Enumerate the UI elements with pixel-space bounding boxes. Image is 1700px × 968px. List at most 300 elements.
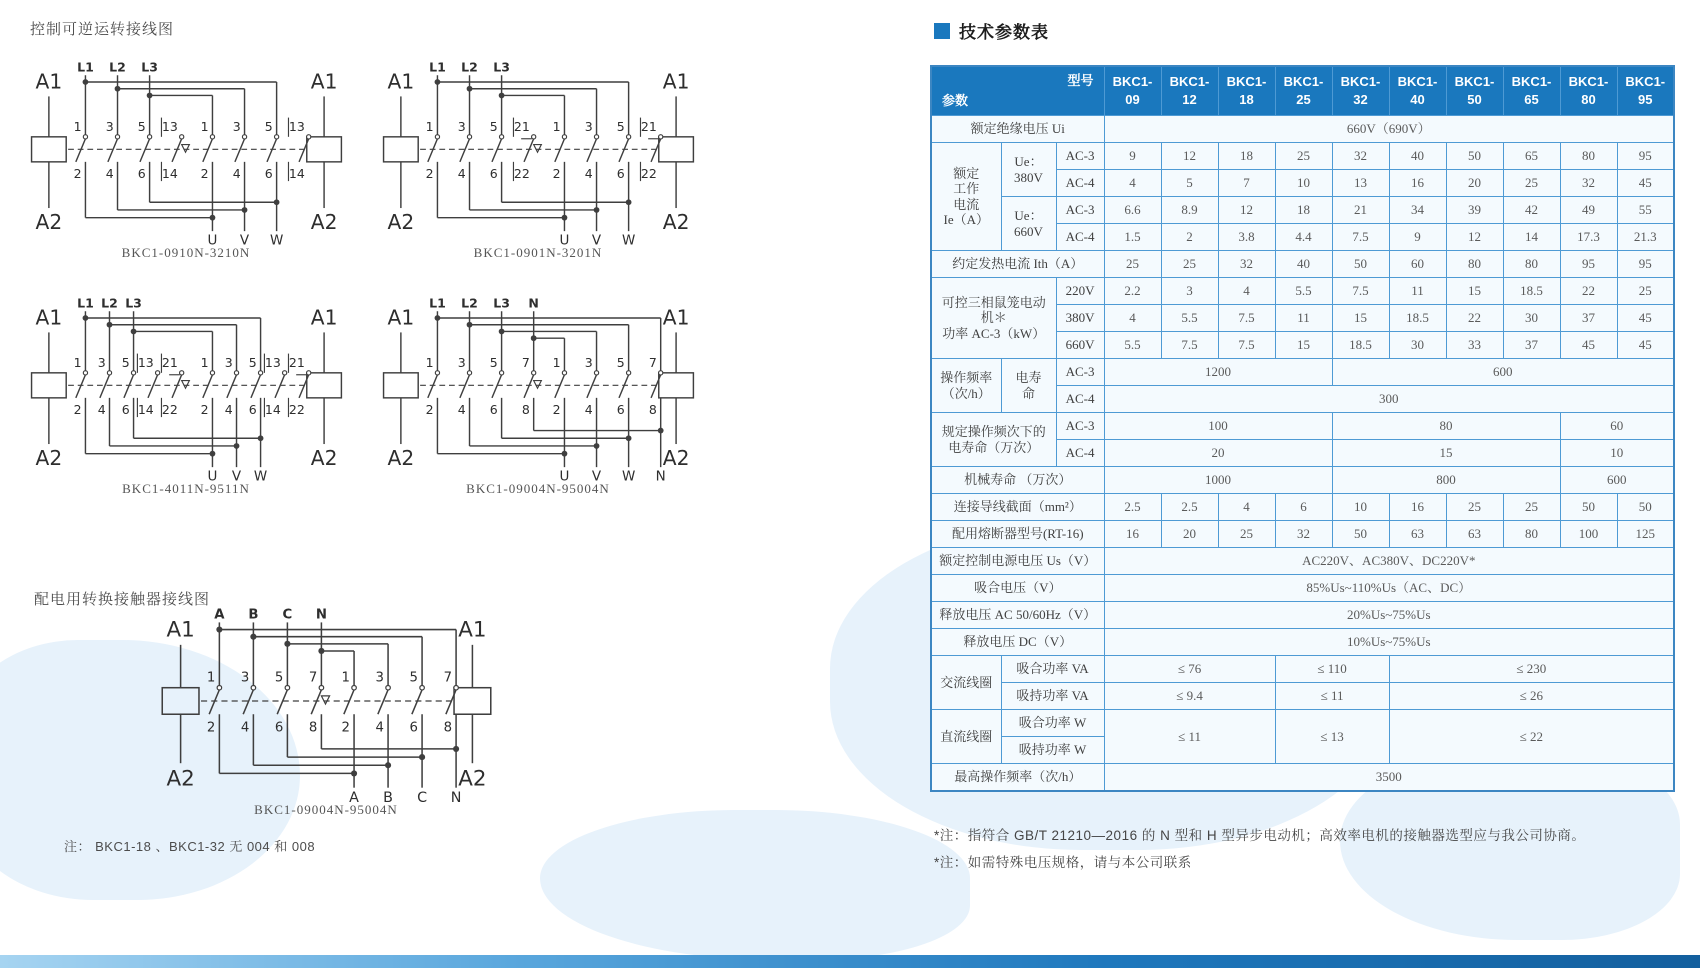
svg-text:2: 2 [73, 166, 82, 182]
svg-text:1: 1 [341, 670, 350, 686]
spec-label-cell: AC-4 [1056, 170, 1104, 197]
svg-text:A1: A1 [458, 617, 487, 643]
spec-value-cell: 45 [1617, 305, 1674, 332]
wiring-diagram-svg [20, 56, 352, 247]
spec-row [931, 575, 1674, 602]
spec-value-cell: 80 [1446, 251, 1503, 278]
svg-text:W: W [621, 468, 636, 483]
svg-text:1: 1 [200, 119, 209, 135]
svg-text:A: A [349, 789, 359, 805]
spec-label-cell: 660V [1056, 332, 1104, 359]
spec-value-cell: 125 [1617, 521, 1674, 548]
spec-value-cell: 5.5 [1275, 278, 1332, 305]
wiring-diagram-svg [150, 602, 502, 804]
svg-text:L1: L1 [77, 59, 94, 75]
svg-text:2: 2 [425, 402, 434, 418]
spec-value-cell: 33 [1446, 332, 1503, 359]
spec-value-cell: ≤ 9.4 [1104, 683, 1275, 710]
corner-cell [931, 66, 1104, 116]
wiring-diagram-svg [372, 56, 704, 247]
svg-text:13: 13 [137, 355, 154, 371]
model-header-cell: BKC1- 12 [1161, 66, 1218, 116]
spec-label-cell: AC-4 [1056, 386, 1104, 413]
spec-value-cell: ≤ 11 [1104, 710, 1275, 764]
spec-value-cell: 1200 [1104, 359, 1332, 386]
svg-text:L1: L1 [429, 59, 446, 75]
svg-text:21: 21 [513, 119, 530, 135]
spec-value-cell: 95 [1617, 251, 1674, 278]
wiring-diagram-3 [20, 292, 352, 497]
spec-value-cell: 4 [1104, 170, 1161, 197]
svg-text:6: 6 [409, 720, 418, 736]
svg-text:14: 14 [137, 402, 154, 418]
spec-value-cell: 25 [1161, 251, 1218, 278]
spec-value-cell: 18 [1275, 197, 1332, 224]
svg-text:A1: A1 [662, 305, 690, 330]
svg-text:W: W [269, 232, 284, 247]
spec-value-cell: 32 [1275, 521, 1332, 548]
svg-text:1: 1 [552, 355, 561, 371]
svg-text:5: 5 [616, 119, 625, 135]
spec-value-cell: ≤ 22 [1389, 710, 1674, 764]
spec-value-cell: 80 [1503, 251, 1560, 278]
svg-text:A2: A2 [458, 766, 487, 792]
spec-value-cell: 18 [1218, 143, 1275, 170]
svg-text:5: 5 [137, 119, 146, 135]
spec-value-cell: 17.3 [1560, 224, 1617, 251]
svg-text:8: 8 [648, 402, 657, 418]
svg-text:4: 4 [105, 166, 114, 182]
svg-text:5: 5 [274, 670, 284, 686]
svg-text:2: 2 [341, 720, 350, 736]
model-header-cell: BKC1- 18 [1218, 66, 1275, 116]
spec-value-cell: 4 [1104, 305, 1161, 332]
spec-value-cell: 16 [1104, 521, 1161, 548]
svg-text:2: 2 [200, 402, 209, 418]
spec-label-cell: Ue： 380V [1001, 143, 1056, 197]
spec-value-cell: 25 [1503, 170, 1560, 197]
svg-text:4: 4 [457, 166, 466, 182]
svg-text:L3: L3 [125, 295, 142, 311]
spec-value-cell: 50 [1332, 521, 1389, 548]
svg-text:A1: A1 [35, 69, 63, 94]
spec-panel [930, 18, 1680, 876]
svg-text:5: 5 [409, 670, 418, 686]
svg-text:6: 6 [137, 166, 146, 182]
spec-value-cell: 9 [1104, 143, 1161, 170]
corner-model-label: 型号 [1067, 73, 1094, 88]
spec-value-cell: 2.2 [1104, 278, 1161, 305]
svg-text:1: 1 [425, 119, 434, 135]
svg-text:6: 6 [248, 402, 257, 418]
svg-text:3: 3 [584, 119, 593, 135]
spec-row [931, 764, 1674, 792]
diagram-caption: BKC1-09004N-95004N [254, 802, 398, 818]
spec-value-cell: 34 [1389, 197, 1446, 224]
spec-value-cell: 50 [1560, 494, 1617, 521]
spec-value-cell: 7 [1218, 170, 1275, 197]
footnote-1: *注：指符合 GB/T 21210—2016 的 N 型和 H 型异步电动机；高效率电机的接触器选型应与我公司协商。 [934, 828, 1586, 843]
spec-value-cell: 7.5 [1332, 278, 1389, 305]
spec-value-cell: 32 [1218, 251, 1275, 278]
spec-value-cell: 20%Us~75%Us [1104, 602, 1674, 629]
svg-text:A1: A1 [310, 305, 338, 330]
svg-text:1: 1 [200, 355, 209, 371]
spec-value-cell: 12 [1218, 197, 1275, 224]
wiring-diagram-4 [372, 292, 704, 497]
spec-value-cell: 45 [1617, 170, 1674, 197]
spec-value-cell: 95 [1617, 143, 1674, 170]
spec-value-cell: 15 [1275, 332, 1332, 359]
svg-text:21: 21 [640, 119, 657, 135]
svg-text:8: 8 [308, 720, 318, 736]
spec-value-cell: 80 [1560, 143, 1617, 170]
svg-text:L1: L1 [429, 295, 446, 311]
svg-text:A1: A1 [662, 69, 690, 94]
spec-value-cell: 10 [1560, 440, 1674, 467]
spec-value-cell: 39 [1446, 197, 1503, 224]
spec-table-title-text: 技术参数表 [959, 23, 1049, 42]
spec-value-cell: 50 [1617, 494, 1674, 521]
section-title-reversing: 控制可逆运转接线图 [30, 21, 175, 38]
spec-value-cell: 40 [1275, 251, 1332, 278]
svg-text:N: N [450, 789, 462, 805]
svg-text:U: U [559, 468, 570, 483]
spec-value-cell: 2 [1161, 224, 1218, 251]
svg-text:8: 8 [521, 402, 530, 418]
spec-value-cell: 49 [1560, 197, 1617, 224]
model-header-cell: BKC1- 50 [1446, 66, 1503, 116]
svg-text:V: V [591, 232, 602, 247]
svg-text:L2: L2 [101, 295, 118, 311]
svg-text:14: 14 [161, 166, 178, 182]
spec-value-cell: 3 [1161, 278, 1218, 305]
diagram-caption: BKC1-0910N-3210N [121, 244, 251, 260]
spec-label-cell: 最高操作频率（次/h） [931, 764, 1104, 792]
spec-label-cell: 连接导线截面（mm²） [931, 494, 1104, 521]
svg-text:6: 6 [489, 402, 498, 418]
model-header-cell: BKC1- 95 [1617, 66, 1674, 116]
svg-text:2: 2 [425, 166, 434, 182]
model-header-cell: BKC1- 40 [1389, 66, 1446, 116]
svg-text:14: 14 [288, 166, 305, 182]
spec-value-cell: 18.5 [1389, 305, 1446, 332]
svg-text:22: 22 [513, 166, 530, 182]
svg-text:L3: L3 [493, 295, 510, 311]
spec-value-cell: 30 [1389, 332, 1446, 359]
spec-value-cell: 600 [1560, 467, 1674, 494]
spec-value-cell: 5 [1161, 170, 1218, 197]
spec-value-cell: 5.5 [1104, 332, 1161, 359]
svg-text:L2: L2 [109, 59, 126, 75]
spec-value-cell: 25 [1617, 278, 1674, 305]
svg-text:1: 1 [73, 355, 82, 371]
spec-value-cell: 4 [1218, 278, 1275, 305]
spec-value-cell: 9 [1389, 224, 1446, 251]
spec-value-cell: 42 [1503, 197, 1560, 224]
spec-value-cell: 15 [1332, 440, 1560, 467]
section-marker-icon [934, 23, 950, 39]
svg-text:6: 6 [121, 402, 130, 418]
spec-value-cell: ≤ 13 [1275, 710, 1389, 764]
spec-value-cell: 1000 [1104, 467, 1332, 494]
svg-text:4: 4 [457, 402, 466, 418]
svg-text:7: 7 [648, 355, 657, 371]
svg-text:22: 22 [288, 402, 305, 418]
model-header-cell: BKC1- 09 [1104, 66, 1161, 116]
spec-value-cell: 95 [1560, 251, 1617, 278]
spec-row [931, 494, 1674, 521]
spec-value-cell: ≤ 76 [1104, 656, 1275, 683]
svg-text:A2: A2 [662, 446, 690, 471]
svg-text:A2: A2 [35, 210, 63, 235]
svg-text:1: 1 [206, 670, 216, 686]
spec-label-cell: 额定控制电源电压 Us（V） [931, 548, 1104, 575]
svg-text:A1: A1 [387, 69, 415, 94]
spec-value-cell: 10%Us~75%Us [1104, 629, 1674, 656]
svg-text:A1: A1 [387, 305, 415, 330]
spec-label-cell: 直流线圈 [931, 710, 1001, 764]
svg-text:A1: A1 [166, 617, 195, 643]
spec-value-cell: ≤ 110 [1275, 656, 1389, 683]
spec-value-cell: 660V（690V） [1104, 116, 1674, 143]
spec-label-cell: 额定 工作 电流 Ie（A） [931, 143, 1001, 251]
spec-label-cell: 规定操作频次下的 电寿命（万次） [931, 413, 1056, 467]
svg-text:L2: L2 [461, 59, 478, 75]
spec-value-cell: 18.5 [1503, 278, 1560, 305]
spec-label-cell: 释放电压 DC（V） [931, 629, 1104, 656]
svg-text:3: 3 [584, 355, 593, 371]
svg-text:22: 22 [640, 166, 657, 182]
svg-text:21: 21 [288, 355, 305, 371]
model-header-cell: BKC1- 80 [1560, 66, 1617, 116]
spec-label-cell: 释放电压 AC 50/60Hz（V） [931, 602, 1104, 629]
corner-param-label: 参数 [942, 93, 969, 109]
spec-value-cell: 14 [1503, 224, 1560, 251]
spec-value-cell: 85%Us~110%Us（AC、DC） [1104, 575, 1674, 602]
spec-value-cell: 800 [1332, 467, 1560, 494]
svg-text:A2: A2 [387, 446, 415, 471]
spec-value-cell: 60 [1560, 413, 1674, 440]
svg-text:N: N [528, 295, 539, 311]
spec-value-cell: 10 [1332, 494, 1389, 521]
wiring-diagrams-panel [0, 0, 760, 968]
spec-row [931, 143, 1674, 170]
svg-text:7: 7 [521, 355, 530, 371]
spec-row [931, 521, 1674, 548]
spec-value-cell: 63 [1389, 521, 1446, 548]
spec-label-cell: AC-3 [1056, 143, 1104, 170]
wiring-diagram-svg [20, 292, 352, 483]
spec-value-cell: 65 [1503, 143, 1560, 170]
spec-value-cell: 1.5 [1104, 224, 1161, 251]
bottom-decoration-bar [0, 955, 1700, 968]
svg-text:2: 2 [552, 402, 561, 418]
spec-value-cell: 6.6 [1104, 197, 1161, 224]
spec-value-cell: 10 [1275, 170, 1332, 197]
svg-text:3: 3 [457, 119, 466, 135]
svg-text:1: 1 [425, 355, 434, 371]
spec-value-cell: 25 [1275, 143, 1332, 170]
spec-table [930, 65, 1675, 792]
svg-text:W: W [621, 232, 636, 247]
model-header-cell: BKC1- 65 [1503, 66, 1560, 116]
spec-value-cell: 25 [1446, 494, 1503, 521]
svg-text:14: 14 [264, 402, 281, 418]
svg-text:A2: A2 [166, 766, 195, 792]
svg-text:7: 7 [443, 670, 453, 686]
spec-row [931, 710, 1674, 737]
svg-text:V: V [239, 232, 250, 247]
svg-text:3: 3 [457, 355, 466, 371]
spec-label-cell: 可控三相鼠笼电动 机＊ 功率 AC-3（kW） [931, 278, 1056, 359]
spec-label-cell: 220V [1056, 278, 1104, 305]
svg-text:V: V [591, 468, 602, 483]
svg-text:4: 4 [375, 720, 384, 736]
svg-text:A: A [214, 607, 225, 623]
svg-text:4: 4 [584, 402, 593, 418]
svg-text:3: 3 [105, 119, 114, 135]
spec-label-cell: 交流线圈 [931, 656, 1001, 710]
svg-text:1: 1 [73, 119, 82, 135]
spec-label-cell: 约定发热电流 Ith（A） [931, 251, 1104, 278]
svg-text:W: W [253, 468, 268, 483]
svg-text:5: 5 [248, 355, 257, 371]
svg-text:7: 7 [308, 670, 318, 686]
spec-row [931, 197, 1674, 224]
spec-value-cell: 12 [1446, 224, 1503, 251]
spec-value-cell: 16 [1389, 170, 1446, 197]
spec-value-cell: 21.3 [1617, 224, 1674, 251]
svg-text:N: N [315, 607, 327, 623]
wiring-diagram-2 [372, 56, 704, 261]
spec-value-cell: 20 [1161, 521, 1218, 548]
spec-value-cell: 8.9 [1161, 197, 1218, 224]
spec-label-cell: 电寿 命 [1001, 359, 1056, 413]
spec-value-cell: 7.5 [1218, 332, 1275, 359]
svg-text:4: 4 [97, 402, 106, 418]
spec-value-cell: 2.5 [1104, 494, 1161, 521]
spec-value-cell: ≤ 11 [1275, 683, 1389, 710]
spec-label-cell: 额定绝缘电压 Ui [931, 116, 1104, 143]
model-header-cell: BKC1- 32 [1332, 66, 1389, 116]
model-header-cell: BKC1- 25 [1275, 66, 1332, 116]
svg-text:5: 5 [489, 355, 498, 371]
spec-value-cell: 37 [1560, 305, 1617, 332]
svg-text:L1: L1 [77, 295, 94, 311]
spec-value-cell: 80 [1503, 521, 1560, 548]
svg-text:13: 13 [264, 355, 281, 371]
spec-value-cell: 7.5 [1332, 224, 1389, 251]
spec-value-cell: 20 [1104, 440, 1332, 467]
svg-text:4: 4 [584, 166, 593, 182]
svg-text:4: 4 [240, 720, 250, 736]
spec-value-cell: 7.5 [1218, 305, 1275, 332]
spec-value-cell: 16 [1389, 494, 1446, 521]
svg-text:6: 6 [264, 166, 273, 182]
spec-row [931, 116, 1674, 143]
svg-text:1: 1 [552, 119, 561, 135]
spec-value-cell: 4.4 [1275, 224, 1332, 251]
spec-table-title [934, 18, 1680, 43]
svg-text:A2: A2 [662, 210, 690, 235]
svg-text:A2: A2 [387, 210, 415, 235]
svg-text:U: U [207, 468, 218, 483]
spec-value-cell: 5.5 [1161, 305, 1218, 332]
spec-value-cell: 20 [1446, 170, 1503, 197]
svg-text:3: 3 [240, 670, 250, 686]
spec-value-cell: 50 [1446, 143, 1503, 170]
spec-value-cell: 600 [1332, 359, 1674, 386]
spec-row [931, 251, 1674, 278]
svg-text:L3: L3 [493, 59, 510, 75]
spec-label-cell: 吸持功率 VA [1001, 683, 1104, 710]
svg-text:2: 2 [200, 166, 209, 182]
spec-value-cell: 12 [1161, 143, 1218, 170]
spec-value-cell: 22 [1560, 278, 1617, 305]
spec-value-cell: 15 [1446, 278, 1503, 305]
svg-text:3: 3 [232, 119, 241, 135]
svg-text:B: B [248, 607, 259, 623]
wiring-diagram-5 [150, 602, 502, 818]
spec-value-cell: ≤ 230 [1389, 656, 1674, 683]
spec-value-cell: 13 [1332, 170, 1389, 197]
spec-value-cell: 4 [1218, 494, 1275, 521]
spec-label-cell: 吸合电压（V） [931, 575, 1104, 602]
spec-label-cell: 380V [1056, 305, 1104, 332]
svg-text:N: N [655, 468, 666, 483]
svg-text:6: 6 [489, 166, 498, 182]
svg-text:6: 6 [616, 166, 625, 182]
spec-value-cell: 55 [1617, 197, 1674, 224]
svg-text:8: 8 [443, 720, 453, 736]
spec-row [931, 548, 1674, 575]
spec-label-cell: 机械寿命 （万次） [931, 467, 1104, 494]
spec-value-cell: 63 [1446, 521, 1503, 548]
svg-text:3: 3 [224, 355, 233, 371]
svg-text:4: 4 [224, 402, 233, 418]
spec-value-cell: 18.5 [1332, 332, 1389, 359]
spec-label-cell: 配用熔断器型号(RT-16) [931, 521, 1104, 548]
svg-text:A1: A1 [310, 69, 338, 94]
spec-value-cell: 50 [1332, 251, 1389, 278]
svg-text:A1: A1 [35, 305, 63, 330]
spec-value-cell: 32 [1560, 170, 1617, 197]
spec-row [931, 467, 1674, 494]
svg-text:2: 2 [206, 720, 216, 736]
spec-value-cell: 25 [1218, 521, 1275, 548]
spec-label-cell: AC-3 [1056, 413, 1104, 440]
spec-value-cell: 37 [1503, 332, 1560, 359]
spec-value-cell: 11 [1275, 305, 1332, 332]
spec-value-cell: 11 [1389, 278, 1446, 305]
svg-text:U: U [559, 232, 570, 247]
spec-value-cell: 80 [1332, 413, 1560, 440]
spec-value-cell: 60 [1389, 251, 1446, 278]
footnote-2: *注：如需特殊电压规格，请与本公司联系 [934, 855, 1192, 870]
spec-value-cell: 45 [1617, 332, 1674, 359]
spec-value-cell: 100 [1104, 413, 1332, 440]
svg-text:C: C [417, 789, 428, 805]
svg-text:13: 13 [288, 119, 305, 135]
svg-text:A2: A2 [310, 210, 338, 235]
spec-row [931, 413, 1674, 440]
svg-text:3: 3 [97, 355, 106, 371]
spec-row [931, 278, 1674, 305]
svg-text:5: 5 [489, 119, 498, 135]
spec-value-cell: 3500 [1104, 764, 1674, 792]
spec-label-cell: AC-4 [1056, 224, 1104, 251]
